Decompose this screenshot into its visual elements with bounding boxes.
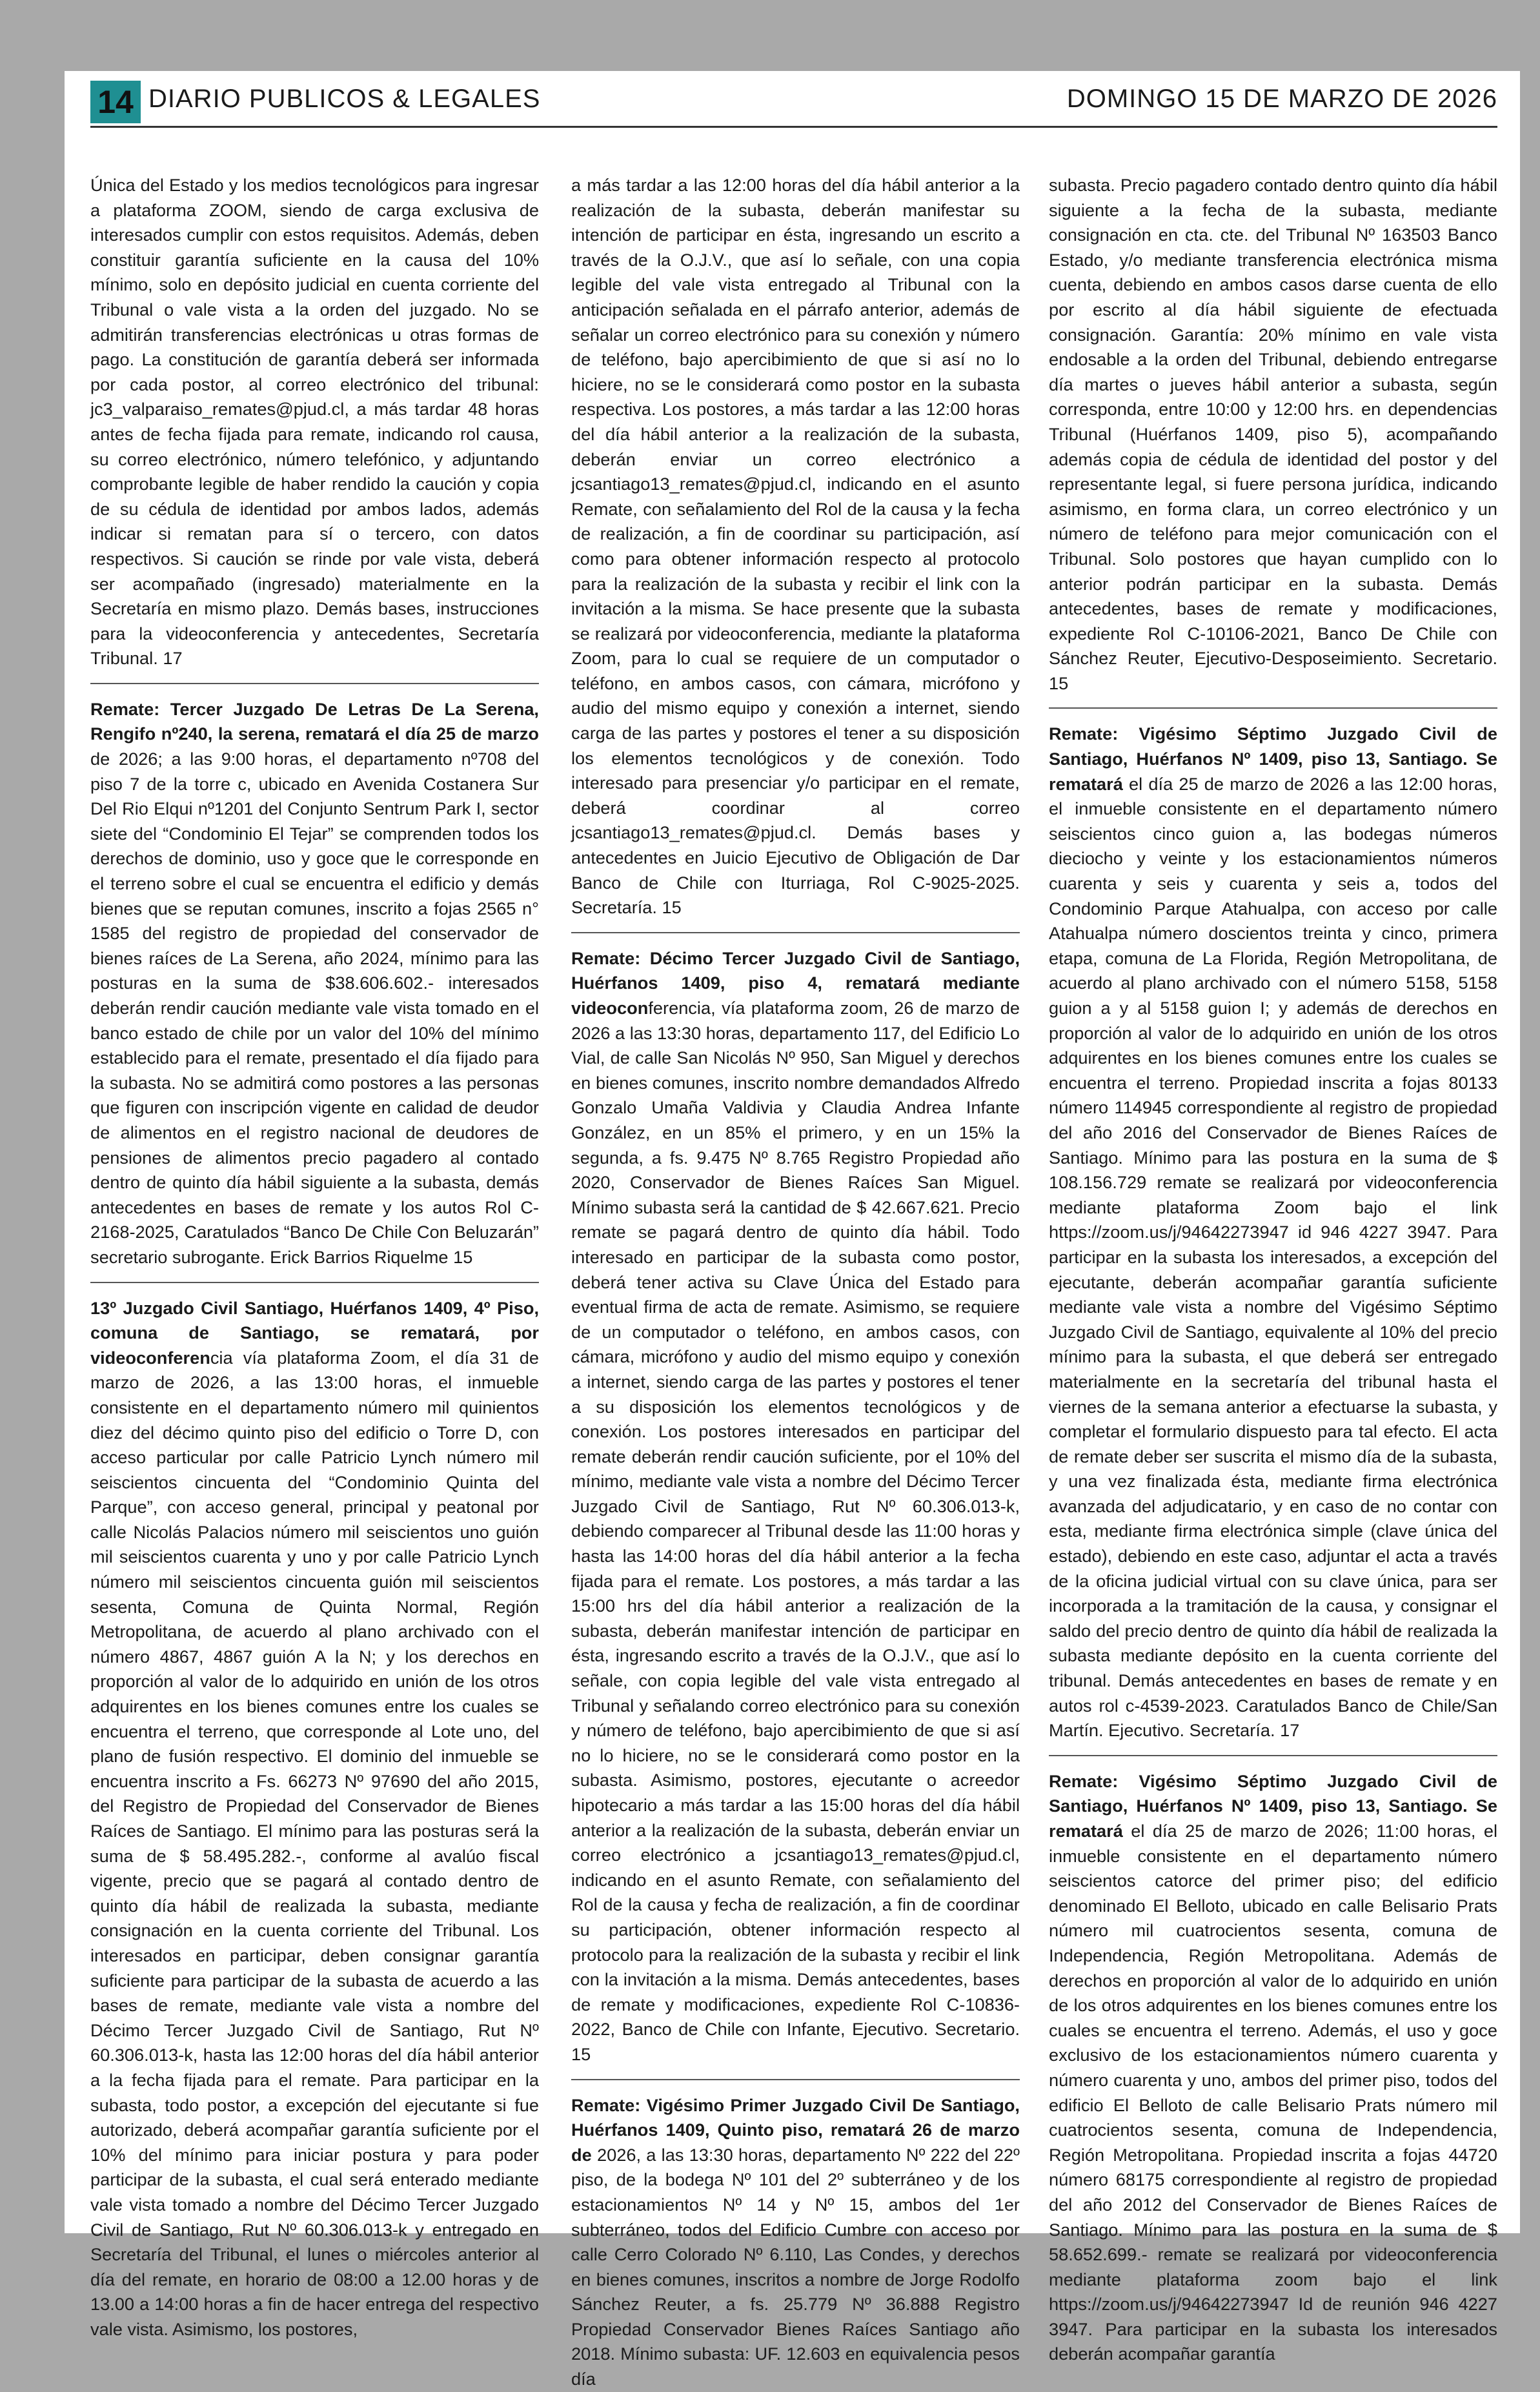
notice-heading: 13º Juzgado Civil Santiago, Huérfanos 1409, 4º Piso, comuna de Santiago, se rematará, por videoconferen xyxy=(90,1297,539,1368)
notice-continuation xyxy=(90,173,539,671)
publication-title: DIARIO PUBLICOS & LEGALES xyxy=(148,85,541,113)
column-3 xyxy=(1049,173,1497,2364)
notice-body: Única del Estado y los medios tecnológicos para ingresar a plataforma ZOOM, siendo de carga exclusiva de interesados cumplir con estos requisitos. Además, deben constituir garantía suficiente en la causa del 10% mínimo, solo en depósito judicial en cuenta corriente del Tribunal o vale vista a la orden del juzgado. No se admitirán transferencias electrónicas u otras formas de pago. La constitución de garantía deberá ser informada por cada postor, al correo electrónico del tribunal: jc3_valparaiso_remates@pjud.cl, a más tardar 48 horas antes de fecha fijada para remate, indicando rol causa, su correo electrónico, número telefónico, y adjuntando comprobante legible de haber rendido la caución y copia de su cédula de identidad por ambos lados, además indicar si rematan para sí o tercero, con datos respectivos. Si caución se rinde por vale vista, deberá ser acompañado (ingresado) materialmente en la Secretaría en mismo plazo. Demás bases, instrucciones para la videoconferencia y antecedentes, Secretaría Tribunal. 17 xyxy=(90,175,539,669)
notice xyxy=(90,1296,539,2342)
notice-separator xyxy=(571,2079,1020,2080)
notice-body: subasta. Precio pagadero contado dentro quinto día hábil siguiente a la fecha de la subasta, mediante consignación en cta. cte. del Tribunal Nº 163503 Banco Estado, y/o mediante transferencia electrónica misma cuenta, debiendo en ambos casos darse cuenta de ello por escrito al día hábil siguiente de efectuada consignación. Garantía: 20% mínimo en vale vista endosable a la orden del Tribunal, debiendo entregarse día martes o jueves hábil anterior a subasta, según corresponda, entre 10:00 y 12:00 hrs. en dependencias Tribunal (Huérfanos 1409, piso 5), acompañando además copia de cédula de identidad del postor y del representante legal, si fuere persona jurídica, indicando asimismo, en forma clara, un correo electrónico y un número de teléfono para mejor comunicación con el Tribunal. Solo postores que hayan cumplido con lo anterior podrán participar en la subasta. Demás antecedentes, bases de remate y modificaciones, expediente Rol C-10106-2021, Banco De Chile con Sánchez Reuter, Ejecutivo-Desposeimiento. Secretario. 15 xyxy=(1049,175,1497,693)
notice-separator xyxy=(90,683,539,684)
issue-date: DOMINGO 15 DE MARZO DE 2026 xyxy=(1066,85,1497,113)
notice-separator xyxy=(1049,1755,1497,1756)
notice-body: cia vía plataforma Zoom, el día 31 de marzo de 2026, a las 13:00 horas, el inmueble consistente en el departamento número mil quinientos diez del décimo quinto piso del edificio o Torre D, con acceso particular por calle Patricio Lynch número mil seiscientos cincuenta del “Condominio Quinta del Parque”, con acceso general, principal y peatonal por calle Nicolás Palacios número mil seiscientos uno guión mil seiscientos cuarenta y uno y por calle Patricio Lynch número mil seiscientos cincuenta guión mil seiscientos sesenta, Comuna de Quinta Normal, Región Metropolitana, de acuerdo al plano archivado con el número 4867, 4867 guión A la N; y los derechos en proporción al valor de lo adquirido en unión de los otros adquirentes en los bienes comunes entre los cuales se encuentra el terreno, que corresponde al Lote uno, del plano de fusión respectivo. El dominio del inmueble se encuentra inscrito a Fs. 66273 Nº 97690 del año 2015, del Registro de Propiedad del Conservador de Bienes Raíces de Santiago. El mínimo para las posturas será la suma de $ 58.495.282.-, conforme al avalúo fiscal vigente, precio que se pagará al contado dentro de quinto día hábil de realizada la subasta, mediante consignación en la cuenta corriente del Tribunal. Los interesados en participar, deben consignar garantía suficiente para participar de la subasta de acuerdo a las bases de remate, mediante vale vista a nombre del Décimo Tercer Juzgado Civil de Santiago, Rut Nº 60.306.013-k, hasta las 12:00 horas del día hábil anterior a la fecha fijada para el remate. Para participar en la subasta, todo postor, a excepción del ejecutante si fue autorizado, deberá acompañar garantía suficiente por el 10% del mínimo para iniciar postura y para poder participar de la subasta, el cual será enterado mediante vale vista tomado a nombre del Décimo Tercer Juzgado Civil de Santiago, Rut Nº 60.306.013-k y entregado en Secretaría del Tribunal, el lunes o miércoles anterior al día del remate, en horario de 08:00 a 12.00 horas y de 13.00 a 14:00 horas a fin de hacer entrega del respectivo vale vista. Asimismo, los postores, xyxy=(90,1347,539,2339)
page-header xyxy=(90,81,1497,126)
notice-heading: Remate: Décimo Tercer Juzgado Civil de Santiago, Huérfanos 1409, piso 4, rematará mediante videocon xyxy=(571,948,1020,1018)
notice xyxy=(1049,722,1497,1743)
notice-body: el día 25 de marzo de 2026; 11:00 horas, el inmueble consistente en el departamento número seiscientos catorce del primer piso; del edificio denominado El Belloto, ubicado en calle Belisario Prats número mil cuatrocientos sesenta, comuna de Independencia, Región Metropolitana. Además de derechos en proporción al valor de lo adquirido en unión de los otros adquirentes en los bienes comunes entre los cuales se encuentra el terreno. Además, el uso y goce exclusivo de los estacionamientos número cuarenta y número cuarenta y uno, ambos del primer piso, todos del edificio El Belloto de calle Belisario Prats número mil cuatrocientos sesenta, comuna de Independencia, Región Metropolitana. Propiedad inscrita a fojas 44720 número 68175 correspondiente al registro de propiedad del año 2012 del Conservador de Bienes Raíces de Santiago. Mínimo para las postura en la suma de $ 58.652.699.- remate se realizará por videoconferencia mediante plataforma zoom bajo el link https://zoom.us/j/94642273947 Id de reunión 946 4227 3947. Para participar en la subasta los interesados deberán acompañar garantía xyxy=(1049,1821,1497,2364)
column-2 xyxy=(571,173,1020,2389)
notice-continuation xyxy=(571,173,1020,920)
notice-body: de 2026; a las 9:00 horas, el departamento nº708 del piso 7 de la torre c, ubicado en Avenida Costanera Sur Del Rio Elqui nº1201 del Conjunto Sentrum Park I, sector siete del “Condominio El Tejar” se comprenden todos los derechos de dominio, uso y goce que le corresponde en el terreno sobre el cual se encuentra el edificio y demás bienes que se reputan comunes, inscrito a fojas 2565 n° 1585 del registro de propiedad del conservador de bienes raíces de La Serena, año 2024, mínimo para las posturas en la suma de $38.606.602.- interesados deberán rendir caución mediante vale vista tomado en el banco estado de chile por un valor del 10% del mínimo establecido para el remate, presentado el día fijado para la subasta. No se admitirá como postores a las personas que figuren con inscripción vigente en calidad de deudor de alimentos en el registro nacional de deudores de pensiones de alimentos precio pagadero al contado dentro de quinto día hábil siguiente a la subasta, demás antecedentes en bases de remate y los autos Rol C-2168-2025, Caratulados “Banco De Chile Con Beluzarán” secretario subrogante. Erick Barrios Riquelme 15 xyxy=(90,749,539,1267)
page-number: 14 xyxy=(90,81,141,123)
notice-heading: Remate: Vigésimo Séptimo Juzgado Civil de Santiago, Huérfanos Nº 1409, piso 13, Santiago. Se rematará xyxy=(1049,1770,1497,1841)
notice-continuation xyxy=(1049,173,1497,696)
notice-body: 2026, a las 13:30 horas, departamento Nº 222 del 22º piso, de la bodega Nº 101 del 2º subterráneo y de los estacionamientos Nº 14 y Nº 15, ambos del 1er subterráneo, todos del Edificio Cumbre con acceso por calle Cerro Colorado Nº 6.110, Las Condes, y derechos en bienes comunes, inscritos a nombre de Jorge Rodolfo Sánchez Reuter, a fs. 25.779 Nº 36.888 Registro Propiedad Conservador Bienes Raíces Santiago año 2018. Mínimo subasta: UF. 12.603 en equivalencia pesos día xyxy=(571,2144,1020,2389)
notice-heading: Remate: Vigésimo Primer Juzgado Civil De Santiago, Huérfanos 1409, Quinto piso, rematará 26 de marzo de xyxy=(571,2094,1020,2165)
notice-heading: Remate: Vigésimo Séptimo Juzgado Civil de Santiago, Huérfanos Nº 1409, piso 13, Santiago. Se rematará xyxy=(1049,724,1497,794)
notice-body: a más tardar a las 12:00 horas del día hábil anterior a la realización de la subasta, deberán manifestar su intención de participar en ésta, ingresando un escrito a través de la O.J.V., que así lo señale, con una copia legible del vale vista entregado al Tribunal con la anticipación señalada en el párrafo anterior, además de señalar un correo electrónico para su conexión y número de teléfono, bajo apercibimiento de que si así no lo hiciere, no se le considerará como postor en la subasta respectiva. Los postores, a más tardar a las 12:00 horas del día hábil anterior a la realización de la subasta, deberán enviar un correo electrónico a jcsantiago13_remates@pjud.cl, indicando en el asunto Remate, con señalamiento del Rol de la causa y la fecha de realización, a fin de coordinar su participación, así como para obtener información respecto al protocolo para la realización de la subasta y recibir el link con la invitación a la misma. Se hace presente que la subasta se realizará por videoconferencia, mediante la plataforma Zoom, para lo cual se requiere de un computador o teléfono, en ambos casos, con cámara, micrófono y audio del mismo equipo y conexión a internet, siendo carga de las partes y postores el tener a su disposición los elementos tecnológicos y de conexión. Todo interesado para presenciar y/o participar en el remate, deberá coordinar al correo jcsantiago13_remates@pjud.cl. Demás bases y antecedentes en Juicio Ejecutivo de Obligación de Dar Banco de Chile con Iturriaga, Rol C-9025-2025. Secretaría. 15 xyxy=(571,175,1020,918)
header-rule xyxy=(90,126,1497,128)
notice-body: ferencia, vía plataforma zoom, 26 de marzo de 2026 a las 13:30 horas, departamento 117, del Edificio Lo Vial, de calle San Nicolás Nº 950, San Miguel y derechos en bienes comunes, inscrito nombre demandados Alfredo Gonzalo Umaña Valdivia y Claudia Andrea Infante González, en un 85% el primero, y en un 15% la segunda, a fs. 9.475 Nº 8.765 Registro Propiedad año 2020, Conservador de Bienes Raíces San Miguel. Mínimo subasta será la cantidad de $ 42.667.621. Precio remate se pagará dentro de quinto día hábil. Todo interesado en participar de la subasta como postor, deberá tener activa su Clave Única del Estado para eventual firma de acta de remate. Asimismo, se requiere de un computador o teléfono, en ambos casos, con cámara, micrófono y audio del mismo equipo y conexión a internet, siendo carga de las partes y postores el tener a su disposición los elementos tecnológicos y de conexión. Los postores interesados en participar del remate deberán rendir caución suficiente, por el 10% del mínimo, mediante vale vista a nombre del Décimo Tercer Juzgado Civil de Santiago, Rut Nº 60.306.013-k, debiendo comparecer al Tribunal desde las 11:00 horas y hasta las 14:00 horas del día hábil anterior a la fecha fijada para el remate. Los postores, a más tardar a las 15:00 hrs del día hábil anterior a realización de la subasta, deberán manifestar intención de participar en ésta, ingresando escrito a través de la O.J.V., que así lo señale, con copia legible del vale vista entregado al Tribunal y señalando correo electrónico para su conexión y número de teléfono, bajo apercibimiento de que si así no lo hiciere, no se le considerará como postor en la subasta. Asimismo, postores, ejecutante o acreedor hipotecario a más tardar a las 15:00 horas del día hábil anterior a la realización de la subasta, deberán enviar un correo electrónico a jcsantiago13_remates@pjud.cl, indicando en el asunto Remate, con señalamiento del Rol de la causa y fecha de realización, a fin de coordinar su participación, obtener información respecto al protocolo para la realización de la subasta y recibir el link con la invitación a la misma. Demás antecedentes, bases de remate y modificaciones, expediente Rol C-10836-2022, Banco de Chile con Infante, Ejecutivo. Secretario. 15 xyxy=(571,998,1020,2064)
notice-body: el día 25 de marzo de 2026 a las 12:00 horas, el inmueble consistente en el departamento número seiscientos cinco guion a, las bodegas números dieciocho y veinte y los estacionamientos números cuarenta y seis y cuarenta y seis a, todos del Condominio Parque Atahualpa, con acceso por calle Atahualpa número doscientos treinta y cinco, primera etapa, comuna de La Florida, Región Metropolitana, de acuerdo al plano archivado con el número 5158, 5158 guion a y al 5158 guion I; y además de derechos en proporción al valor de lo adquirido en unión de los otros adquirentes en los bienes comunes entre los cuales se encuentra el terreno. Propiedad inscrita a fojas 80133 número 114945 correspondiente al registro de propiedad del año 2016 del Conservador de Bienes Raíces de Santiago. Mínimo para las postura en la suma de $ 108.156.729 remate se realizará por videoconferencia mediante plataforma Zoom bajo el link https://zoom.us/j/94642273947 id 946 4227 3947. Para participar en la subasta los interesados, a excepción del ejecutante, deberán acompañar garantía suficiente mediante vale vista a nombre del Vigésimo Séptimo Juzgado Civil de Santiago, equivalente al 10% del precio mínimo para la subasta, el que deberá ser entregado materialmente en la secretaría del tribunal hasta el viernes de la semana anterior a efectuarse la subasta, y completar el formulario dispuesto para tal efecto. El acta de remate deber ser suscrita el mismo día de la subasta, y una vez finalizada ésta, mediante firma electrónica avanzada del adjudicatario, y en caso de no contar con esta, mediante firma electrónica simple (clave única del estado), debiendo en este caso, adjuntar el acta a través de la oficina judicial virtual con su clave única, para ser incorporada a la tramitación de la causa, y consignar el saldo del precio dentro de quinto día hábil de realizada la subasta mediante depósito en la cuenta corriente del tribunal. Demás antecedentes en bases de remate y en autos rol c-4539-2023. Caratulados Banco de Chile/San Martín. Ejecutivo. Secretaría. 17 xyxy=(1049,773,1497,1741)
notice-separator xyxy=(90,1282,539,1283)
notice xyxy=(571,2093,1020,2392)
notice xyxy=(571,946,1020,2067)
notice-heading: Remate: Tercer Juzgado De Letras De La Serena, Rengifo nº240, la serena, rematará el día 25 de marzo xyxy=(90,698,539,744)
notice xyxy=(1049,1769,1497,2367)
notice-separator xyxy=(1049,707,1497,709)
notice xyxy=(90,697,539,1270)
column-1 xyxy=(90,173,539,2339)
notice-separator xyxy=(571,932,1020,933)
